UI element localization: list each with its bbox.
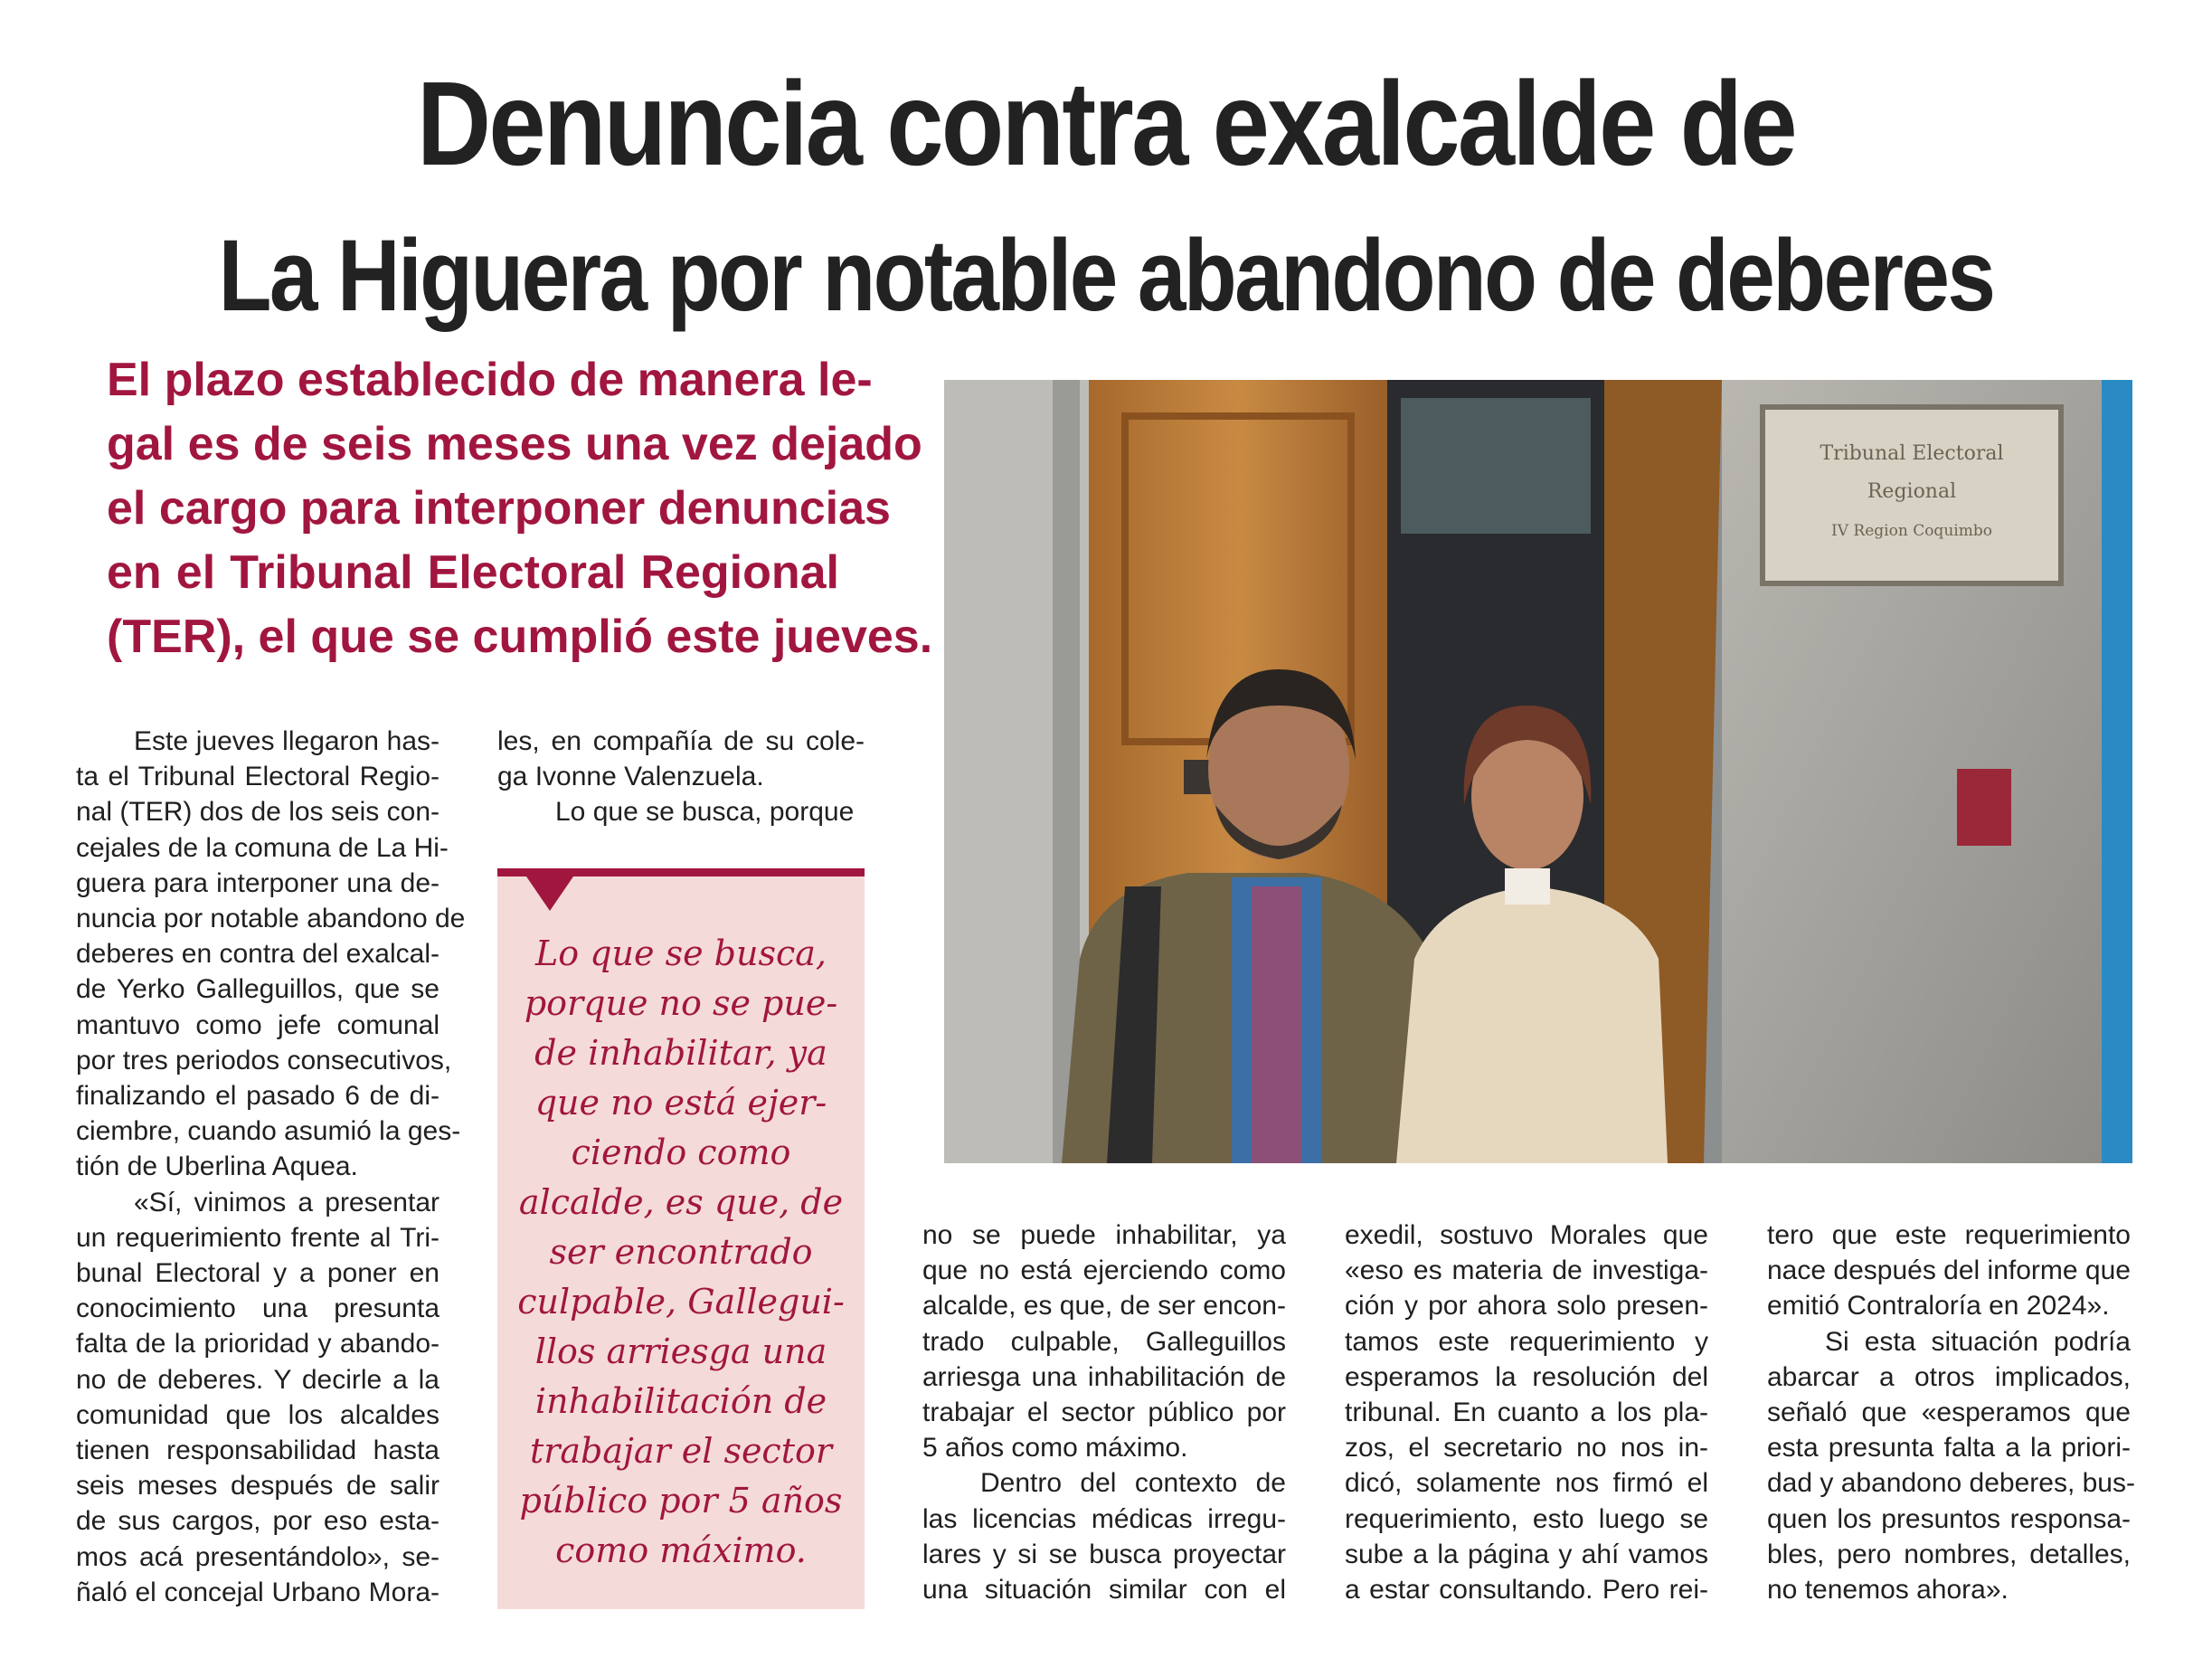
body-text-line: no se puede inhabilitar, ya — [922, 1220, 1286, 1250]
body-text-line: ta el Tribunal Electoral Regio- — [76, 762, 440, 792]
pull-quote-line: alcalde, es que, de — [518, 1182, 844, 1222]
pull-quote-line: trabajar el sector — [529, 1431, 833, 1471]
deck-line: gal es de seis meses una vez dejado — [107, 418, 922, 470]
body-text-line: tribunal. En cuanto a los pla- — [1345, 1397, 1708, 1428]
body-text-line: de Yerko Galleguillos, que se — [76, 974, 440, 1005]
photo-illustration — [944, 380, 2132, 1163]
body-text-line: zos, el secretario no nos in- — [1345, 1433, 1708, 1464]
body-text-line: no tenemos ahora». — [1767, 1575, 2009, 1606]
headline-line-1: Denuncia contra exalcalde de — [417, 57, 1795, 190]
body-text-line: dad y abandono deberes, bus- — [1767, 1468, 2135, 1499]
body-text-line: bles, pero nombres, detalles, — [1767, 1539, 2131, 1569]
body-text-line: mantuvo como jefe comunal — [76, 1009, 440, 1040]
deck-line: (TER), el que se cumplió este jueves. — [107, 611, 933, 663]
body-text-line: comunidad que los alcaldes — [76, 1399, 440, 1430]
body-text-line: falta de la prioridad y abando- — [76, 1329, 440, 1360]
body-text-line: arriesga una inhabilitación de — [922, 1361, 1286, 1392]
body-text-line: un requerimiento frente al Tri- — [76, 1222, 440, 1253]
deck-line: el cargo para interponer denuncias — [107, 482, 891, 535]
body-text-line: ga Ivonne Valenzuela. — [497, 762, 764, 792]
body-text-line: emitió Contraloría en 2024». — [1767, 1291, 2110, 1322]
body-text-line: 5 años como máximo. — [922, 1433, 1188, 1464]
body-text-line: ñaló el concejal Urbano Mora- — [76, 1577, 440, 1607]
pull-quote-line: llos arriesga una — [534, 1331, 827, 1371]
body-text-line: lares y si se busca proyectar — [922, 1539, 1286, 1569]
body-text-line: abarcar a otros implicados, — [1767, 1361, 2131, 1392]
body-text-line: las licencias médicas irregu- — [922, 1503, 1286, 1534]
body-text-line: deberes en contra del exalcal- — [76, 939, 440, 970]
body-text-line: Si esta situación podría — [1825, 1326, 2131, 1357]
body-text-line: «eso es materia de investiga- — [1345, 1255, 1708, 1286]
body-text-line: señaló que «esperamos que — [1767, 1397, 2131, 1428]
body-text-line: alcalde, es que, de ser encon- — [922, 1291, 1286, 1322]
body-text-line: a estar consultando. Pero rei- — [1345, 1575, 1708, 1606]
body-text-line: finalizando el pasado 6 de di- — [76, 1081, 440, 1112]
body-text-line: «Sí, vinimos a presentar — [134, 1187, 440, 1217]
pull-quote-line: Lo que se busca, — [535, 933, 827, 973]
body-text-line: nal (TER) dos de los seis con- — [76, 797, 440, 828]
body-column-4 — [1345, 1217, 1708, 1607]
body-text-line: exedil, sostuvo Morales que — [1345, 1220, 1708, 1250]
body-text-line: Lo que se busca, porque — [555, 797, 855, 828]
body-text-line: Dentro del contexto de — [980, 1468, 1286, 1499]
pull-quote-line: que no está ejer- — [534, 1083, 827, 1123]
body-text-line: cejales de la comuna de La Hi- — [76, 832, 449, 863]
pull-quote-line: inhabilitación de — [534, 1381, 827, 1421]
body-text-line: dicó, solamente nos firmó el — [1345, 1468, 1708, 1499]
pull-quote-line: culpable, Gallegui- — [517, 1282, 845, 1322]
body-text-line: tamos este requerimiento y — [1345, 1326, 1708, 1357]
body-text-line: quen los presuntos responsa- — [1767, 1503, 2131, 1534]
body-column-3 — [922, 1217, 1286, 1607]
body-text-line: de sus cargos, por eso esta- — [76, 1506, 440, 1537]
deck-subheadline — [107, 348, 933, 669]
body-text-line: esta presunta falta a la priori- — [1767, 1433, 2131, 1464]
body-text-line: ciembre, cuando asumió la ges- — [76, 1116, 461, 1147]
body-text-line: mos acá presentándolo», se- — [76, 1541, 440, 1572]
sign-text-line-3: IV Region Coquimbo — [1831, 522, 1992, 540]
body-text-line: trabajar el sector público por — [922, 1397, 1286, 1428]
body-text-line: requerimiento, esto luego se — [1345, 1503, 1708, 1534]
body-column-1 — [76, 724, 466, 1610]
pull-quote-line: de inhabilitar, ya — [534, 1033, 827, 1073]
body-text-line: nace después del informe que — [1767, 1255, 2131, 1286]
body-text-line: tienen responsabilidad hasta — [76, 1435, 440, 1466]
body-text-line: seis meses después de salir — [76, 1471, 440, 1502]
pull-quote-line: ciendo como — [571, 1132, 791, 1172]
body-text-line: ción y por ahora solo presen- — [1345, 1291, 1708, 1322]
body-text-line: tero que este requerimiento — [1767, 1220, 2131, 1250]
body-text-line: tión de Uberlina Aquea. — [76, 1151, 358, 1182]
pull-quote-line: porque no se pue- — [524, 983, 838, 1023]
body-text-line: una situación similar con el — [922, 1575, 1286, 1606]
sign-text-line-2: Regional — [1867, 480, 1957, 503]
body-column-5 — [1767, 1217, 2135, 1607]
body-text-line: por tres periodos consecutivos, — [76, 1045, 452, 1075]
body-text-line: sube a la página y ahí vamos — [1345, 1539, 1708, 1569]
deck-line: en el Tribunal Electoral Regional — [107, 546, 839, 599]
headline-line-2: La Higuera por notable abandono de deberes — [218, 219, 1994, 332]
pull-quote-line: como máximo. — [555, 1530, 807, 1570]
body-text-line: esperamos la resolución del — [1345, 1361, 1708, 1392]
body-column-2 — [497, 724, 865, 830]
article-photo — [944, 380, 2132, 1163]
body-text-line: nuncia por notable abandono de — [76, 904, 466, 934]
body-text-line: Este jueves llegaron has- — [134, 726, 440, 756]
body-text-line: que no está ejerciendo como — [922, 1255, 1286, 1286]
pull-quote-line: público por 5 años — [519, 1481, 843, 1521]
body-text-line: no de deberes. Y decirle a la — [76, 1364, 440, 1395]
body-text-line: conocimiento una presunta — [76, 1293, 440, 1324]
pull-quote-text — [497, 929, 865, 1576]
sign-text-line-1: Tribunal Electoral — [1820, 442, 2004, 465]
quote-marker-triangle — [526, 876, 573, 911]
deck-line: El plazo establecido de manera le- — [107, 354, 873, 406]
body-text-line: guera para interponer una de- — [76, 867, 440, 898]
pull-quote-box — [497, 868, 865, 1609]
pull-quote-line: ser encontrado — [549, 1232, 813, 1272]
body-text-line: trado culpable, Galleguillos — [922, 1326, 1286, 1357]
body-text-line: bunal Electoral y a poner en — [76, 1258, 440, 1289]
body-text-line: les, en compañía de su cole- — [497, 726, 865, 756]
